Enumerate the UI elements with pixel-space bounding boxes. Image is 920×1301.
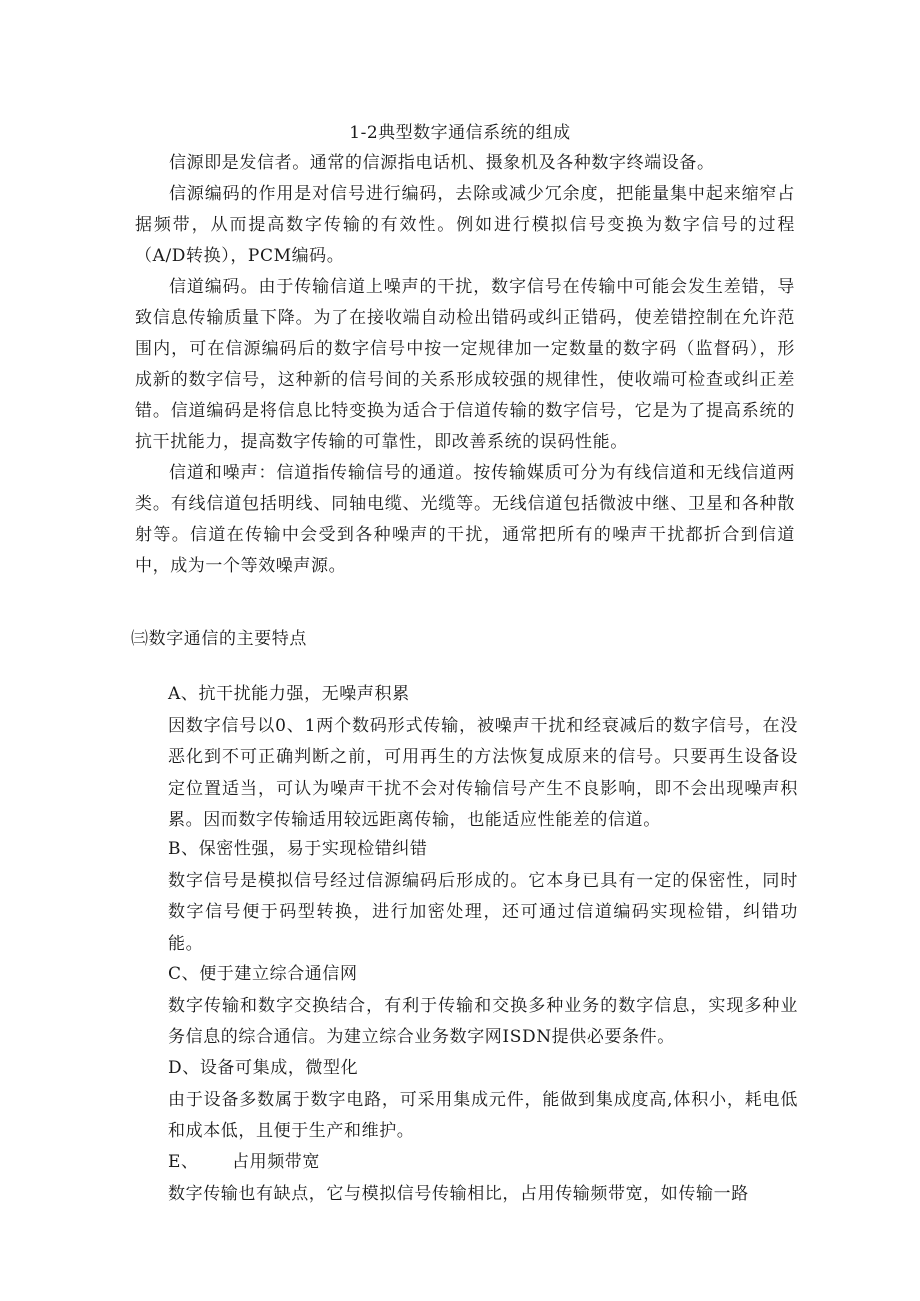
feature-b: [168, 834, 798, 960]
feature-heading: D、设备可集成，微型化: [168, 1058, 359, 1078]
feature-e: [168, 1147, 798, 1210]
paragraph-source: 信源即是发信者。通常的信源指电话机、摄象机及各种数字终端设备。: [169, 153, 715, 173]
feature-a: [168, 679, 798, 837]
feature-heading: B、保密性强，易于实现检错纠错: [168, 839, 428, 859]
feature-heading-text: 占用频带宽: [232, 1152, 320, 1172]
paragraph-group-main: [135, 148, 795, 582]
feature-body: 由于设备多数属于数字电路，可采用集成元件，能做到集成度高,体积小，耗电低和成本低，且便于生产和维护。: [168, 1089, 798, 1141]
feature-body: 因数字信号以0、1两个数码形式传输，被噪声干扰和经衰减后的数字信号，在没恶化到不可正确判断之前，可用再生的方法恢复成原来的信号。只要再生设备设定位置适当，可认为噪声干扰不会对传输信号产生不良影响，即不会出现噪声积累。因而数字传输适用较远距离传输，也能适应性能差的信道。: [168, 715, 798, 830]
feature-heading: C、便于建立综合通信网: [168, 964, 358, 984]
feature-body: 数字传输也有缺点，它与模拟信号传输相比，占用传输频带宽，如传输一路: [168, 1183, 749, 1204]
paragraph-channel-coding: 信道编码。由于传输信道上噪声的干扰，数字信号在传输中可能会发生差错，导致信息传输质量下降。为了在接收端自动检出错码或纠正错码，使差错控制在允许范围内，可在信源编码后的数字信号中按一定规律加一定数量的数字码（监督码），形成新的数字信号，这种新的信号间的关系形成较强的规律性，使收端可检查或纠正差错。信道编码是将信息比特变换为适合于信道传输的数字信号，它是为了提高系统的抗干扰能力，提高数字传输的可靠性，即改善系统的误码性能。: [135, 277, 795, 452]
feature-body: 数字传输和数字交换结合，有利于传输和交换多种业务的数字信息，实现多种业务信息的综合通信。为建立综合业务数字网ISDN提供必要条件。: [168, 995, 798, 1047]
feature-c: [168, 959, 798, 1054]
paragraph-channel-noise: 信道和噪声：信道指传输信号的通道。按传输媒质可分为有线信道和无线信道两类。有线信道包括明线、同轴电缆、光缆等。无线信道包括微波中继、卫星和各种散射等。信道在传输中会受到各种噪声的干扰，通常把所有的噪声干扰都折合到信道中，成为一个等效噪声源。: [135, 463, 795, 576]
paragraph-source-coding: 信源编码的作用是对信号进行编码，去除或减少冗余度，把能量集中起来缩窄占据频带，从而提高数字传输的有效性。例如进行模拟信号变换为数字信号的过程（A/D转换），PCM编码。: [135, 184, 795, 266]
subsection-heading: ㈢数字通信的主要特点: [131, 629, 307, 649]
feature-body: 数字信号是模拟信号经过信源编码后形成的。它本身已具有一定的保密性，同时数字信号便于码型转换，进行加密处理，还可通过信道编码实现检错，纠错功能。: [168, 870, 798, 954]
feature-heading: [168, 1147, 798, 1179]
feature-d: [168, 1053, 798, 1148]
section-title: 1-2典型数字通信系统的组成: [349, 123, 571, 143]
feature-letter: E、: [168, 1152, 199, 1172]
feature-heading: A、抗干扰能力强，无噪声积累: [168, 684, 410, 704]
